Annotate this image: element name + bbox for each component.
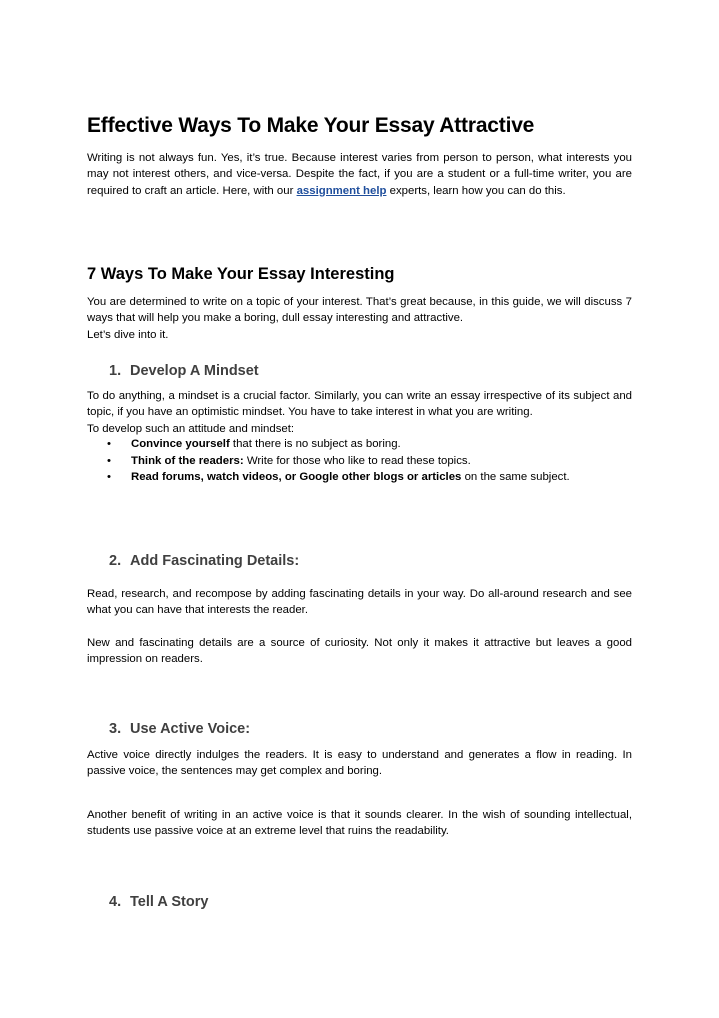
assignment-help-link[interactable]: assignment help	[296, 184, 387, 197]
section-intro-line1: You are determined to write on a topic of your interest. That’s great because, in this guide, we will discuss 7 ways that will help you make a boring, dull essay interesting and attractive.	[87, 296, 632, 325]
document-title: Effective Ways To Make Your Essay Attractive	[87, 114, 535, 137]
section-3-number: 3.	[109, 721, 122, 737]
section-1-para1: To do anything, a mindset is a crucial factor. Similarly, you can write an essay irrespective of its subject and topic, if you have an optimistic mindset. You have to take interest in what you are writing.	[87, 390, 632, 419]
section-1-bullet-list	[107, 436, 570, 486]
section-3-heading	[109, 721, 250, 737]
section-2-heading	[109, 553, 299, 569]
section-2-paragraph-2: New and fascinating details are a source of curiosity. Not only it makes it attractive but leaves a good impression on readers.	[87, 637, 632, 666]
list-item	[107, 436, 570, 453]
bullet-bold-text: Think of the readers:	[131, 454, 244, 467]
section-intro-line2: Let’s dive into it.	[87, 328, 169, 341]
section-1-paragraph	[87, 388, 632, 437]
intro-paragraph	[87, 150, 632, 199]
bullet-bold-text: Convince yourself	[131, 438, 230, 450]
list-item	[107, 453, 570, 470]
section-3-paragraph-2: Another benefit of writing in an active voice is that it sounds clearer. In the wish of sounding intellectual, students use passive voice at an extreme level that ruins the readability.	[87, 809, 632, 838]
section-2-number: 2.	[109, 553, 122, 569]
bullet-bold-text: Read forums, watch videos, or Google other blogs or articles	[131, 471, 462, 484]
section-4-heading	[109, 894, 208, 910]
section-intro-paragraph	[87, 294, 632, 343]
bullet-icon: •	[107, 438, 111, 450]
section-1-para2: To develop such an attitude and mindset:	[87, 422, 295, 435]
bullet-text: on the same subject.	[461, 471, 570, 484]
bullet-text: that there is no subject as boring.	[229, 438, 401, 450]
intro-text-after: experts, learn how you can do this.	[386, 184, 566, 197]
section-3-paragraph-1: Active voice directly indulges the readers. It is easy to understand and generates a flow in reading. In passive voice, the sentences may get complex and boring.	[87, 749, 632, 778]
section-4-title: Tell A Story	[130, 894, 209, 910]
section-4-number: 4.	[109, 894, 122, 910]
section-2-paragraph-1: Read, research, and recompose by adding fascinating details in your way. Do all-around research and see what you can have that interests the reader.	[87, 588, 632, 617]
section-1-title: Develop A Mindset	[130, 363, 259, 379]
bullet-text: Write for those who like to read these topics.	[243, 454, 471, 467]
section-heading: 7 Ways To Make Your Essay Interesting	[87, 265, 395, 283]
section-1-number: 1.	[109, 363, 122, 379]
section-1-heading	[109, 363, 259, 379]
bullet-icon: •	[107, 471, 111, 484]
section-3-title: Use Active Voice:	[130, 721, 251, 737]
list-item	[107, 469, 570, 486]
intro-text-before: Writing is not always fun. Yes, it’s true. Because interest varies from person to person, what interests you may not interest others, and vice-versa. Despite the fact, if you are a student or a full-time writer, you are required to craft an article. Here, with our	[87, 152, 632, 197]
bullet-icon: •	[107, 454, 111, 467]
section-2-title: Add Fascinating Details:	[130, 553, 300, 569]
